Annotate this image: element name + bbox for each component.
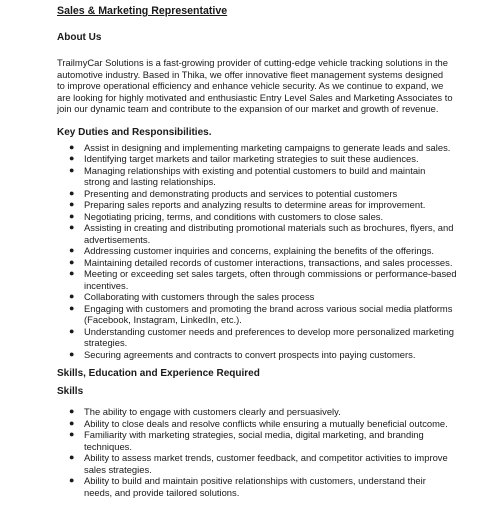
duty-item: [69, 245, 460, 257]
skill-item: [69, 406, 460, 418]
list-item-line: Meeting or exceeding set sales targets, often through commissions or performance-based: [84, 268, 457, 280]
list-item-line: Familiarity with marketing strategies, social media, digital marketing, and branding: [84, 429, 424, 441]
list-item-line: Managing relationships with existing and potential customers to build and maintain: [84, 164, 426, 176]
job-title: Sales & Marketing Representative: [57, 5, 228, 17]
skill-item: [69, 452, 460, 475]
list-item-line: Ability to close deals and resolve conflicts while ensuring a mutually beneficial outcome.: [84, 417, 448, 429]
bullet-icon: ●: [69, 164, 75, 175]
list-item-line: Ability to build and maintain positive relationships with customers, understand their: [84, 475, 426, 487]
list-item-line: sales strategies.: [84, 463, 152, 475]
duty-item: [69, 164, 460, 188]
list-item-line: Negotiating pricing, terms, and conditions with customers to close sales.: [84, 210, 384, 222]
list-item-line: Identifying target markets and tailor marketing strategies to suit these audiences.: [84, 153, 419, 165]
intro-paragraph: [57, 57, 460, 115]
bullet-icon: ●: [69, 452, 75, 463]
duties-heading: Key Duties and Responsibilities.: [57, 126, 212, 138]
skill-item: [69, 475, 460, 498]
list-item-line: Assisting in creating and distributing promotional materials such as brochures, flyers, and: [84, 222, 454, 234]
bullet-icon: ●: [69, 245, 75, 256]
list-item-line: Addressing customer inquiries and concerns, explaining the benefits of the offerings.: [84, 245, 435, 257]
list-item-line: Preparing sales reports and analyzing results to determine areas for improvement.: [84, 199, 426, 211]
bullet-icon: ●: [69, 417, 75, 428]
duty-item: [69, 210, 460, 223]
intro-line: are looking for highly motivated and enthusiastic Entry Level Sales and Marketing Associates to: [57, 91, 453, 103]
duty-item: [69, 256, 460, 269]
list-item-line: needs, and provide tailored solutions.: [84, 486, 240, 498]
skill-item: [69, 417, 460, 430]
duty-item: [69, 291, 460, 303]
bullet-icon: ●: [69, 187, 75, 198]
list-item-line: Assist in designing and implementing marketing campaigns to generate leads and sales.: [84, 141, 451, 153]
bullet-icon: ●: [69, 325, 75, 336]
list-item-line: Understanding customer needs and preferences to develop more personalized marketing: [84, 325, 455, 337]
bullet-icon: ●: [69, 141, 75, 152]
skills-list: [57, 406, 460, 498]
bullet-icon: ●: [69, 222, 75, 233]
list-item-line: Ability to assess market trends, customer feedback, and competitor activities to improve: [84, 452, 448, 464]
bullet-icon: ●: [69, 199, 75, 210]
duty-item: [69, 268, 460, 291]
list-item-line: (Facebook, Instagram, LinkedIn, etc.).: [84, 314, 242, 326]
bullet-icon: ●: [69, 291, 75, 302]
duty-item: [69, 222, 460, 245]
bullet-icon: ●: [69, 475, 75, 486]
list-item-line: Presenting and demonstrating products and services to potential customers: [84, 187, 398, 199]
intro-line: to improve operational efficiency and enhance vehicle security. As we continue to expand, we: [57, 80, 444, 92]
list-item-line: Engaging with customers and promoting the brand across various social media platforms: [84, 302, 453, 314]
skill-item: [69, 429, 460, 452]
bullet-icon: ●: [69, 406, 75, 417]
duties-list: [57, 142, 460, 361]
about-heading: About Us: [57, 32, 102, 43]
list-item-line: Securing agreements and contracts to convert prospects into paying customers.: [84, 348, 416, 360]
bullet-icon: ●: [69, 429, 75, 440]
bullet-icon: ●: [69, 268, 75, 279]
duty-item: [69, 187, 460, 200]
bullet-icon: ●: [69, 256, 75, 267]
duty-item: [69, 325, 460, 349]
bullet-icon: ●: [69, 302, 75, 313]
list-item-line: The ability to engage with customers clearly and persuasively.: [84, 406, 341, 418]
skills-section-heading: Skills, Education and Experience Required: [57, 368, 260, 380]
list-item-line: Maintaining detailed records of customer interactions, transactions, and sales processes.: [84, 256, 453, 268]
intro-line: automotive industry. Based in Thika, we offer innovative fleet management systems designed: [57, 68, 444, 80]
intro-line: join our dynamic team and contribute to the expansion of our market and growth of revenue.: [57, 103, 439, 115]
skills-heading: Skills: [57, 386, 84, 398]
list-item-line: strategies.: [84, 337, 128, 349]
list-item-line: advertisements.: [84, 233, 151, 245]
bullet-icon: ●: [69, 348, 75, 359]
list-item-line: incentives.: [84, 279, 129, 291]
bullet-icon: ●: [69, 210, 75, 221]
list-item-line: techniques.: [84, 440, 132, 452]
list-item-line: strong and lasting relationships.: [84, 176, 216, 188]
duty-item: [69, 199, 460, 211]
list-item-line: Collaborating with customers through the sales process: [84, 291, 315, 303]
duty-item: [69, 302, 460, 326]
intro-line: TrailmyCar Solutions is a fast-growing provider of cutting-edge vehicle tracking solutions in the: [57, 57, 448, 68]
bullet-icon: ●: [69, 153, 75, 164]
duty-item: [69, 153, 460, 165]
duty-item: [69, 348, 460, 361]
duty-item: [69, 141, 460, 154]
